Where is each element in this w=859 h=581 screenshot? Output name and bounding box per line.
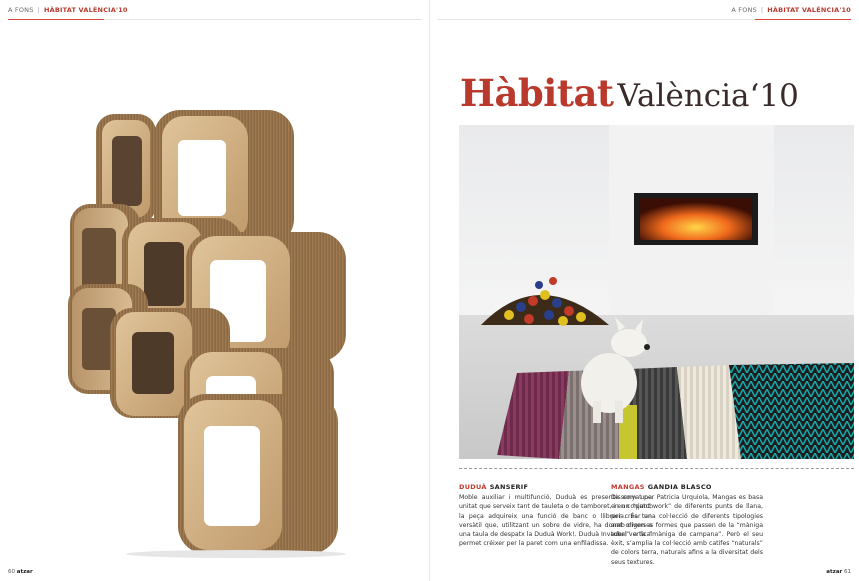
article-mangas [611, 483, 763, 567]
product-name: MANGAS [611, 483, 645, 491]
article-body: Moble auxiliar i multifunció, Duduà es presenta com una unitat que serveix tant de tauleta o de tamboret, i en conjunt, la peça adquireix una funció de banc o llibreria. És tan versàtil que, utilitzant un sobre de vidre, ha donat origen a una taula de despatx la Duduà Work!. Duduà Invader! vertical permet créixer per la paret com una enfiladissa. [459, 494, 652, 548]
page-number: 60 [8, 569, 15, 575]
brand-name: SANSERIF [489, 483, 529, 491]
topic-label: HÀBITAT VALÈNCIA'10 [43, 6, 128, 14]
header-rule [8, 19, 104, 20]
topic-label: HÀBITAT VALÈNCIA'10 [767, 6, 851, 14]
cardboard-shelf-photo [66, 108, 356, 558]
fireplace-rug-photo [459, 125, 854, 459]
section-label: A FONS [731, 6, 757, 14]
header-rule [755, 19, 851, 20]
page-number-right [826, 569, 851, 575]
magazine-brand: atzar [16, 569, 33, 575]
page-gutter [429, 0, 430, 581]
title-part-1: Hàbitat [460, 71, 614, 115]
column-separator [459, 468, 854, 469]
header-separator: | [37, 6, 40, 14]
header-rule-thin [104, 19, 422, 20]
shelf-unit [178, 394, 338, 554]
brand-name: GANDIA BLASCO [647, 483, 712, 491]
article-heading [611, 483, 763, 492]
knitted-rug [497, 363, 854, 459]
header-rule-thin [437, 19, 755, 20]
header-separator: | [760, 6, 764, 14]
article-body: Dissenyat per Patricia Urquiola, Mangas es basa en un “patchwork” de diferents punts de llana, per crear una col·lecció de diferents tipologies amb diverses formes que passen de la “màniga tubal” a la “màniga de campana”. Però el seu èxit, s’amplia la col·lecció amb catifes “naturals” de colors terra, naturals afins a la diversitat dels seus textures. [611, 494, 763, 566]
page-number: 61 [844, 569, 851, 575]
page-number-left [8, 569, 33, 575]
page-title [460, 71, 799, 115]
running-header-left [8, 6, 128, 14]
product-name: DUDUÀ [459, 483, 487, 491]
title-part-2: València‘10 [617, 78, 799, 114]
section-label: A FONS [8, 6, 34, 14]
magazine-brand: atzar [826, 569, 843, 575]
running-header-right [731, 6, 851, 14]
